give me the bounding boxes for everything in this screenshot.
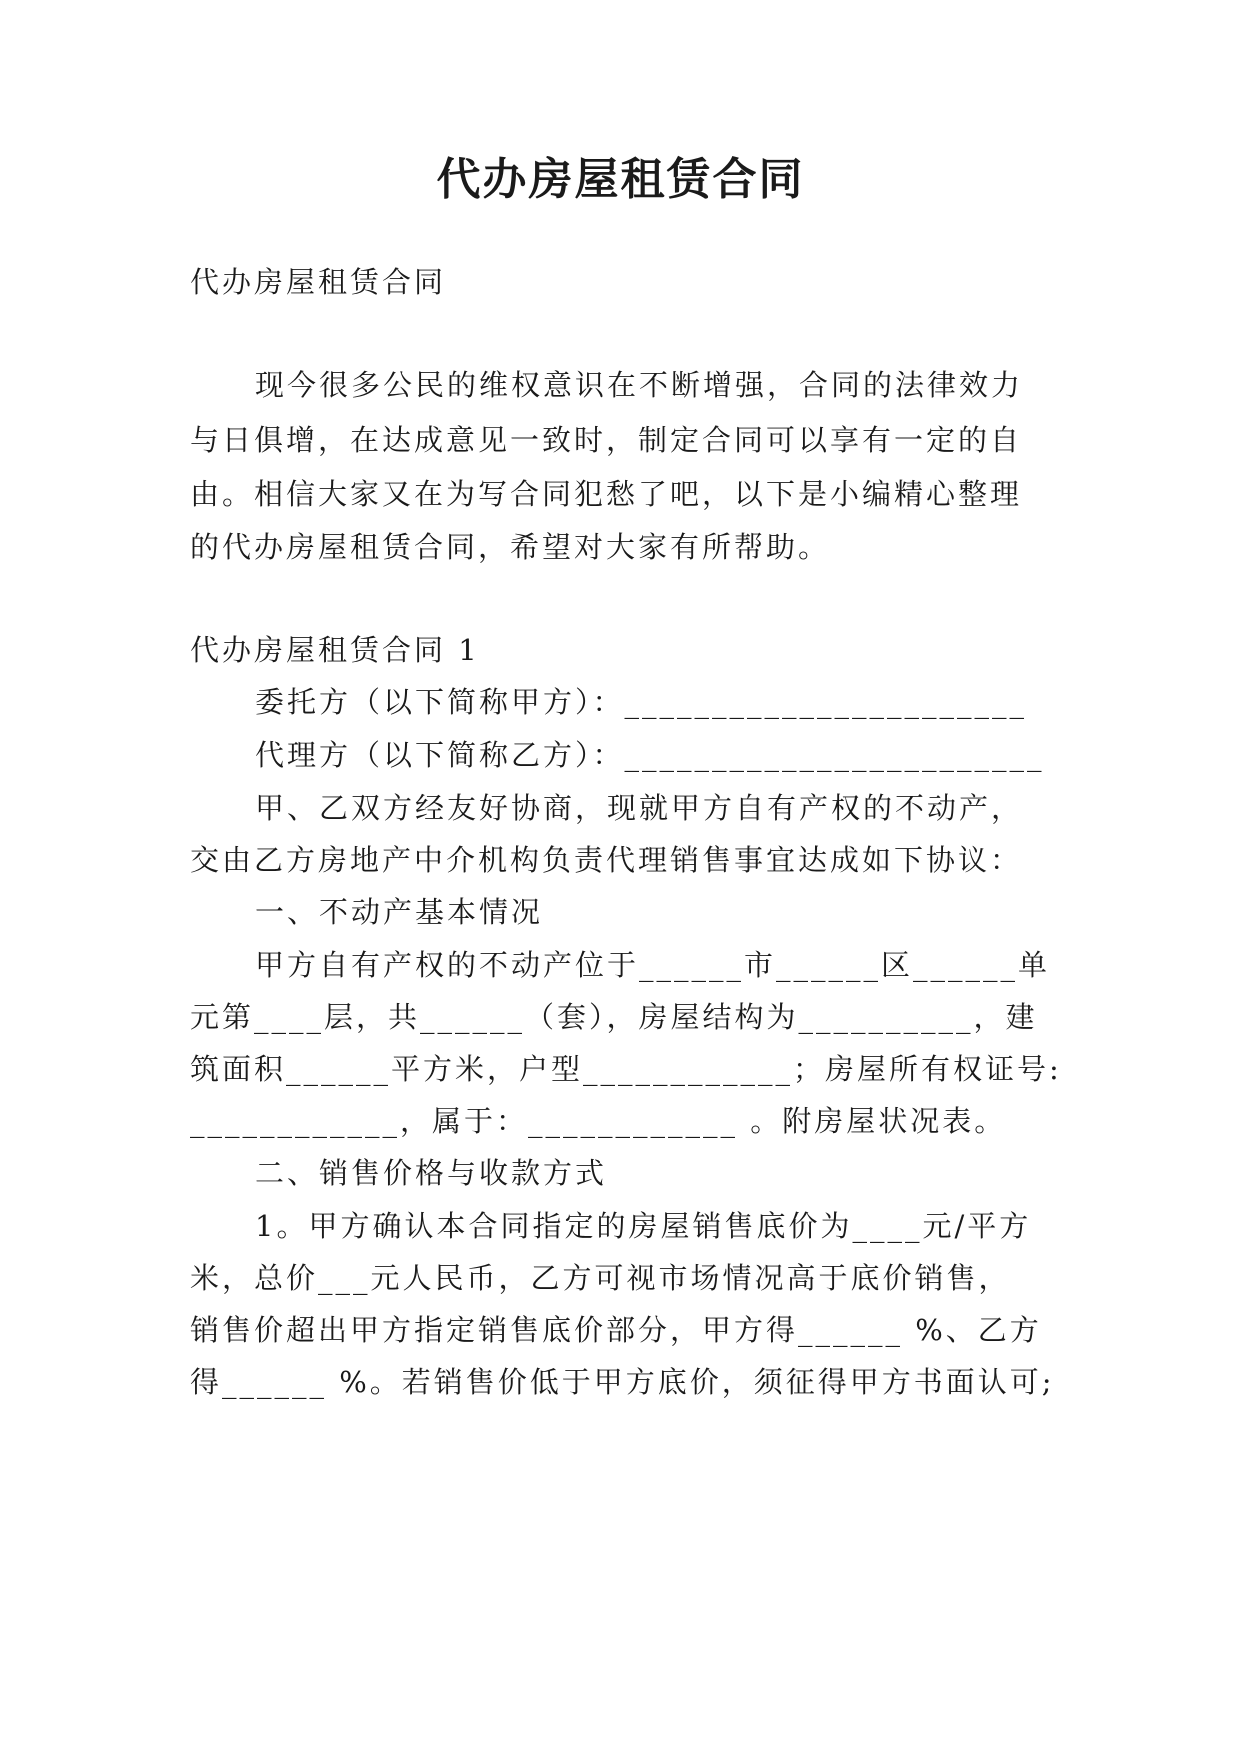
- clause-2-heading: 二、销售价格与收款方式: [255, 1156, 608, 1190]
- clause-2-line-3: 销售价超出甲方指定销售底价部分，甲方得______ %、乙方: [190, 1313, 1042, 1347]
- clause-2-line-1: 1。甲方确认本合同指定的房屋销售底价为____元/平方: [255, 1209, 1032, 1243]
- agent-party-line: 代理方（以下简称乙方）：________________________: [255, 738, 1045, 772]
- clause-2-line-4: 得______ %。若销售价低于甲方底价，须征得甲方书面认可;: [190, 1365, 1055, 1399]
- clause-2-line-2: 米，总价___元人民币，乙方可视市场情况高于底价销售，: [190, 1261, 1011, 1295]
- intro-line-4: 的代办房屋租赁合同，希望对大家有所帮助。: [190, 530, 831, 564]
- agreement-line-1: 甲、乙双方经友好协商，现就甲方自有产权的不动产，: [255, 791, 1024, 825]
- document-title: 代办房屋租赁合同: [436, 154, 805, 205]
- intro-line-3: 由。相信大家又在为写合同犯愁了吧，以下是小编精心整理: [190, 477, 1023, 511]
- agreement-line-2: 交由乙方房地产中介机构负责代理销售事宜达成如下协议：: [190, 843, 1023, 877]
- intro-line-2: 与日俱增，在达成意见一致时，制定合同可以享有一定的自: [190, 423, 1023, 457]
- intro-line-1: 现今很多公民的维权意识在不断增强，合同的法律效力: [255, 368, 1024, 402]
- principal-party-line: 委托方（以下简称甲方）：_______________________: [255, 685, 1028, 719]
- clause-1-line-3: 筑面积______平方米，户型____________；房屋所有权证号:: [190, 1052, 1062, 1086]
- clause-1-line-2: 元第____层，共______（套），房屋结构为__________，建: [190, 1000, 1038, 1034]
- clause-1-heading: 一、不动产基本情况: [255, 895, 544, 929]
- document-subtitle: 代办房屋租赁合同: [190, 265, 447, 299]
- section-heading: 代办房屋租赁合同 1: [190, 633, 480, 667]
- clause-1-line-1: 甲方自有产权的不动产位于______市______区______单: [255, 948, 1051, 982]
- clause-1-line-4: ____________，属于：____________ 。附房屋状况表。: [190, 1104, 1007, 1138]
